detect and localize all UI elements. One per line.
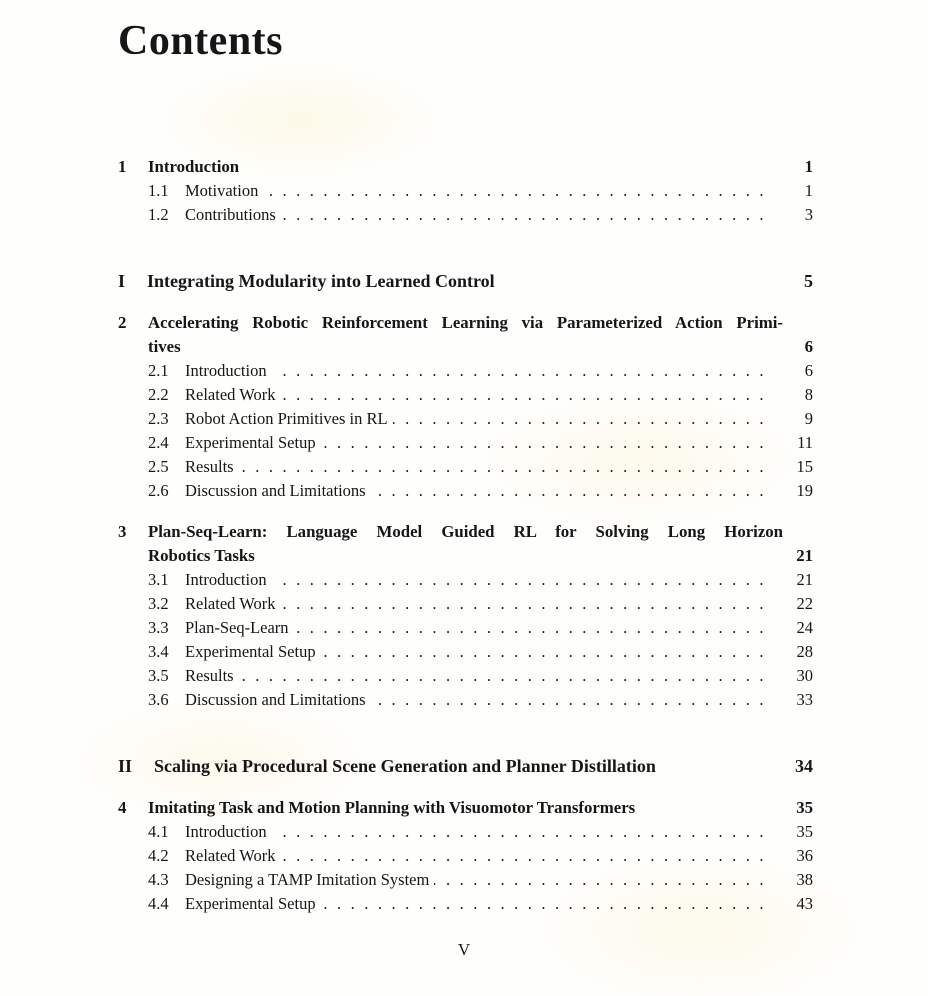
entry-title: Related Work xyxy=(185,594,276,613)
entry-title xyxy=(148,796,783,820)
entry-title-line: Integrating Modularity into Learned Control xyxy=(147,271,495,291)
toc-part-entry xyxy=(118,753,813,779)
dot-leader xyxy=(280,383,773,407)
entry-page-number: 36 xyxy=(796,846,813,865)
toc-section-entry xyxy=(118,868,813,892)
entry-page-number: 19 xyxy=(796,481,813,500)
entry-title xyxy=(148,520,783,568)
entry-page-number: 35 xyxy=(796,798,813,817)
toc-section-entry xyxy=(118,455,813,479)
entry-title-line: tives xyxy=(148,337,181,356)
entry-page-number: 30 xyxy=(796,666,813,685)
entry-number: 3 xyxy=(118,522,127,541)
entry-number: 1.2 xyxy=(148,205,169,224)
entry-title-line: Plan-Seq-Learn: Language Model Guided RL for Solving Long Horizon xyxy=(148,522,783,541)
entry-title: Contributions xyxy=(185,205,276,224)
dot-leader xyxy=(239,664,773,688)
entry-title-line: Robotics Tasks xyxy=(148,546,255,565)
toc-section-entry xyxy=(118,616,813,640)
dot-leader xyxy=(371,688,773,712)
entry-title: Discussion and Limitations xyxy=(185,481,366,500)
dot-leader xyxy=(280,844,773,868)
dot-leader xyxy=(294,616,773,640)
entry-page-number: 38 xyxy=(796,870,813,889)
entry-page-number: 33 xyxy=(796,690,813,709)
footer-page-number: V xyxy=(457,940,471,959)
entry-title: Experimental Setup xyxy=(185,894,316,913)
entry-page-number: 8 xyxy=(804,385,813,404)
entry-title-line: Introduction xyxy=(148,157,240,176)
dot-leader xyxy=(393,407,773,431)
entry-number: 3.1 xyxy=(148,570,169,589)
dot-leader xyxy=(321,892,773,916)
entry-title: Robot Action Primitives in RL xyxy=(185,409,388,428)
entry-title: Experimental Setup xyxy=(185,642,316,661)
dot-leader xyxy=(239,455,773,479)
entry-title xyxy=(148,155,783,179)
toc xyxy=(118,155,813,916)
entry-number: 3.2 xyxy=(148,594,169,613)
entry-page-number: 3 xyxy=(804,205,813,224)
toc-section-entry xyxy=(118,640,813,664)
toc-section-entry xyxy=(118,688,813,712)
entry-number: 3.6 xyxy=(148,690,169,709)
entry-number: 3.5 xyxy=(148,666,169,685)
entry-number: 4.3 xyxy=(148,870,169,889)
entry-number: II xyxy=(118,756,133,776)
dot-leader xyxy=(263,179,773,203)
entry-number: 2.4 xyxy=(148,433,169,452)
entry-page-number: 34 xyxy=(795,756,813,776)
toc-section-entry xyxy=(118,664,813,688)
entry-title: Experimental Setup xyxy=(185,433,316,452)
entry-title: Introduction xyxy=(185,570,267,589)
entry-title-line: Imitating Task and Motion Planning with Visuomotor Transformers xyxy=(148,798,636,817)
toc-section-entry xyxy=(118,892,813,916)
entry-number: 1 xyxy=(118,157,127,176)
entry-number: 4.1 xyxy=(148,822,169,841)
entry-page-number: 15 xyxy=(796,457,813,476)
entry-number: 2.1 xyxy=(148,361,169,380)
entry-title: Related Work xyxy=(185,846,276,865)
entry-title: Results xyxy=(185,457,234,476)
toc-section-entry xyxy=(118,592,813,616)
entry-title xyxy=(147,268,783,294)
entry-number: 3.4 xyxy=(148,642,169,661)
toc-section-entry xyxy=(118,844,813,868)
entry-page-number: 21 xyxy=(796,570,813,589)
toc-chapter-entry xyxy=(118,311,813,359)
entry-number: 4.2 xyxy=(148,846,169,865)
entry-title xyxy=(148,311,783,359)
dot-leader xyxy=(272,820,773,844)
entry-title: Plan-Seq-Learn xyxy=(185,618,289,637)
entry-number: 4 xyxy=(118,798,127,817)
toc-section-entry xyxy=(118,431,813,455)
toc-section-entry xyxy=(118,179,813,203)
dot-leader xyxy=(281,203,773,227)
entry-page-number: 35 xyxy=(796,822,813,841)
page-title: Contents xyxy=(118,18,284,64)
entry-number: 2.2 xyxy=(148,385,169,404)
toc-chapter-entry xyxy=(118,155,813,179)
entry-page-number: 43 xyxy=(796,894,813,913)
entry-page-number: 1 xyxy=(804,181,813,200)
entry-title: Motivation xyxy=(185,181,259,200)
toc-section-entry xyxy=(118,479,813,503)
entry-page-number: 9 xyxy=(804,409,813,428)
entry-title: Introduction xyxy=(185,361,267,380)
entry-title: Discussion and Limitations xyxy=(185,690,366,709)
toc-section-entry xyxy=(118,203,813,227)
toc-part-entry xyxy=(118,268,813,294)
dot-leader xyxy=(371,479,773,503)
entry-number: I xyxy=(118,271,126,291)
entry-number: 2.5 xyxy=(148,457,169,476)
entry-number: 2.6 xyxy=(148,481,169,500)
dot-leader xyxy=(272,359,773,383)
dot-leader xyxy=(321,431,773,455)
entry-title: Designing a TAMP Imitation System xyxy=(185,870,430,889)
entry-number: 2 xyxy=(118,313,127,332)
entry-title xyxy=(154,753,783,779)
toc-section-entry xyxy=(118,359,813,383)
entry-page-number: 6 xyxy=(804,337,813,356)
entry-page-number: 11 xyxy=(797,433,813,452)
entry-page-number: 5 xyxy=(804,271,813,291)
entry-number: 2.3 xyxy=(148,409,169,428)
entry-page-number: 21 xyxy=(796,546,813,565)
entry-number: 3.3 xyxy=(148,618,169,637)
toc-section-entry xyxy=(118,568,813,592)
entry-title-line: Accelerating Robotic Reinforcement Learning via Parameterized Action Primi- xyxy=(148,313,783,332)
toc-section-entry xyxy=(118,407,813,431)
dot-leader xyxy=(280,592,773,616)
toc-chapter-entry xyxy=(118,520,813,568)
toc-section-entry xyxy=(118,820,813,844)
entry-page-number: 24 xyxy=(796,618,813,637)
entry-page-number: 22 xyxy=(796,594,813,613)
entry-page-number: 1 xyxy=(804,157,813,176)
dot-leader xyxy=(321,640,773,664)
entry-number: 1.1 xyxy=(148,181,169,200)
toc-chapter-entry xyxy=(118,796,813,820)
dot-leader xyxy=(434,868,773,892)
entry-title: Introduction xyxy=(185,822,267,841)
entry-title-line: Scaling via Procedural Scene Generation and Planner Distillation xyxy=(154,756,656,776)
toc-section-entry xyxy=(118,383,813,407)
dot-leader xyxy=(272,568,773,592)
entry-number: 4.4 xyxy=(148,894,169,913)
entry-page-number: 6 xyxy=(804,361,813,380)
entry-title: Results xyxy=(185,666,234,685)
entry-title: Related Work xyxy=(185,385,276,404)
entry-page-number: 28 xyxy=(796,642,813,661)
